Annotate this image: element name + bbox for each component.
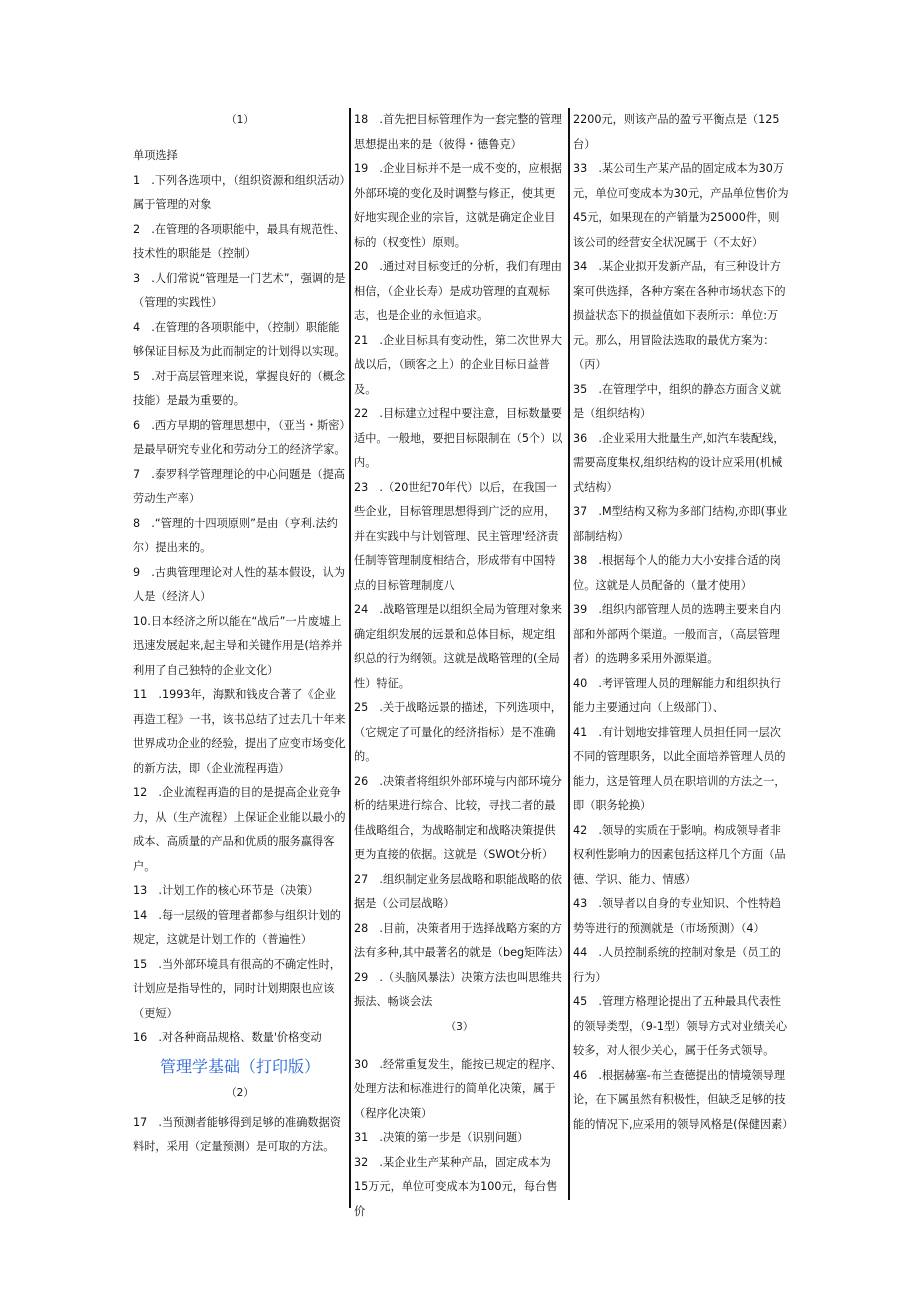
question-item: 41 .有计划地安排管理人员担任同一层次不同的管理职务，以此全面培养管理人员的能力，这是管理人员在职培训的方法之一，即（职务轮换） — [573, 725, 786, 812]
question-item: 22 .目标建立过程中要注意，目标数量要适中。一般地，要把目标限制在（5个）以内。 — [354, 407, 563, 469]
question-item: 40 .考评管理人员的理解能力和组织执行能力主要通过向（上级部门）、 — [573, 676, 781, 714]
question-item: 34 .某企业拟开发新产品，有三种设计方案可供选择，各种方案在各种市场状态下的损益状态下的损益值如下表所示：单位:万元。那么，用冒险法选取的最优方案为：（丙） — [573, 260, 786, 371]
question-item: 46 .根据赫塞-布兰查德提出的情境领导理论，在下属虽然有积极性，但缺乏足够的技能的情况下,应采用的领导风格是(保健因素） — [573, 1068, 794, 1131]
column-divider-right — [568, 108, 570, 1200]
question-item: 6 .西方早期的管理思想中，（亚当・斯密）是最早研究专业化和劳动分工的经济学家。 — [133, 418, 346, 456]
question-item: 25 .关于战略远景的描述，下列选项中，（它规定了可量化的经济指标）是不准确的。 — [354, 701, 562, 763]
section-heading: 单项选择 — [133, 149, 178, 162]
question-item: 42 .领导的实质在于影响。构成领导者非权利性影响力的因素包括这样几个方面（品德、学识、能力、情感） — [573, 823, 786, 886]
question-item: 28 .目前，决策者用于选择战略方案的方法有多种,其中最著名的就是（beg矩阵法） — [354, 921, 569, 959]
question-item: 30 .经常重复发生，能按已规定的程序、处理方法和标准进行的简单化决策，属于（程序化决策） — [354, 1057, 562, 1120]
question-item: 38 .根据每个人的能力大小安排合适的岗位。这就是人员配备的（量才使用） — [573, 554, 781, 592]
question-item: 45 .管理方格理论提出了五种最具代表性的领导类型，（9-1型）领导方式对业绩关心较多，对人很少关心，属于任务式领导。 — [573, 995, 788, 1057]
question-item: 39 .组织内部管理人员的选聘主要来自内部和外部两个渠道。一般而言，（高层管理者）的选聘多采用外源渠道。 — [573, 603, 781, 665]
question-item: 4 .在管理的各项职能中，（控制）职能能够保证目标及为此而制定的计划得以实现。 — [133, 320, 346, 358]
question-item: 1 .下列各选项中，（组织资源和组织活动）属于管理的对象 — [133, 173, 346, 211]
question-item: 36 .企业采用大批量生产,如汽车装配线，需要高度集权,组织结构的设计应采用(机械式结构） — [573, 431, 785, 494]
page-marker-3: （3） — [445, 1020, 474, 1033]
question-item: 9 .古典管理理论对人性的基本假设，认为人是（经济人） — [133, 565, 346, 603]
page-marker-1: （1） — [226, 114, 254, 126]
column-divider-left — [349, 108, 351, 1208]
question-item: 31 .决策的第一步是（识别问题） — [354, 1131, 529, 1144]
question-item: 8 .“管理的十四项原则”是由（亨利.法约尔）提出来的。 — [133, 516, 338, 554]
question-item: 11 .1993年，海默和钱皮合著了《企业再造工程》一书，该书总结了过去几十年来世界成功企业的经验，提出了应变市场变化的新方法，即（企业流程再造） — [133, 688, 346, 775]
question-item: 43 .领导者以自身的专业知识、个性特趋势等进行的预测就是（市场预测）（4） — [573, 897, 781, 935]
question-item: 17 .当预测者能够得到足够的准确数据资料时，采用（定量预测）是可取的方法。 — [133, 1115, 341, 1153]
question-item: 20 .通过对目标变迁的分析，我们有理由相信，（企业长寿）是成功管理的直观标志，也是企业的永恒追求。 — [354, 260, 562, 322]
question-item: 19 .企业目标并不是一成不变的，应根据外部环境的变化及时调整与修正，使其更好地实现企业的宗旨，这就是确定企业目标的（权变性）原则。 — [354, 162, 562, 249]
question-item: 13 .计划工作的核心环节是（决策） — [133, 884, 319, 897]
column-3 — [573, 108, 794, 1137]
column-2 — [354, 108, 569, 1224]
question-item: 2 .在管理的各项职能中，最具有规范性、技术性的职能是（控制） — [133, 222, 346, 260]
page-marker-2: （2） — [226, 1086, 254, 1099]
question-item: 44 .人员控制系统的控制对象是（员工的行为） — [573, 946, 781, 984]
document-title: 管理学基础（打印版） — [159, 1056, 320, 1076]
question-item: 18 .首先把目标管理作为一套完整的管理思想提出来的是（彼得・德鲁克） — [354, 113, 562, 151]
question-item: 32 .某企业生产某种产品，固定成本为15万元，单位可变成本为100元，每台售价 — [354, 1155, 558, 1218]
question-item: 37 .M型结构又称为多部门结构,亦即(事业部制结构） — [573, 505, 788, 543]
question-item: 10.日本经济之所以能在“战后”一片废墟上迅速发展起来,起主导和关键作用是(培养并利用了自己独特的企业文化） — [133, 614, 343, 677]
question-item: 21 .企业目标具有变动性，第二次世界大战以后，（顾客之上）的企业目标日益普及。 — [354, 333, 562, 396]
question-item: 12 .企业流程再造的目的是提高企业竞争力，从（生产流程）上保证企业能以最小的成本、高质量的产品和优质的服务赢得客户。 — [133, 786, 346, 873]
question-item: 33 .某公司生产某产品的固定成本为30万元，单位可变成本为30元，产品单位售价为45元，如果现在的产销量为25000件，则该公司的经营安全状况属于（不太好） — [573, 162, 789, 249]
question-item: 29 .（头脑风暴法）决策方法也叫思维共振法、畅谈会法 — [354, 970, 562, 1008]
question-item: 7 .泰罗科学管理理论的中心问题是（提高劳动生产率） — [133, 467, 346, 505]
question-item: 23 .（20世纪70年代）以后，在我国一些企业，目标管理思想得到广泛的应用，并在实践中与计划管理、民主管理'经济责任制等管理制度相结合，形成带有中国特点的目标管理制度八 — [354, 480, 559, 592]
question-item: 24 .战略管理是以组织全局为管理对象来确定组织发展的远景和总体目标，规定组织总的行为纲领。这就是战略管理的(全局性）特征。 — [354, 603, 562, 690]
question-item: 3 .人们常说“管理是一门艺术”，强调的是（管理的实践性） — [133, 271, 346, 309]
question-item: 5 .对于高层管理来说，掌握良好的（概念技能）是最为重要的。 — [133, 369, 346, 407]
question-item: 16 .对各种商品规格、数量'价格变动 — [133, 1031, 322, 1044]
question-item: 15 .当外部环境具有很高的不确定性时，计划应是指导性的，同时计划期限也应该（更短） — [133, 957, 341, 1020]
question-item: 26 .决策者将组织外部环境与内部环境分析的结果进行综合、比较，寻找二者的最佳战略组合，为战略制定和战略决策提供更为直接的依据。这就是（SWOt分析） — [354, 774, 562, 861]
question-item: 35 .在管理学中，组织的静态方面含义就是（组织结构） — [573, 382, 781, 420]
question-item: 27 .组织制定业务层战略和职能战略的依据是（公司层战略） — [354, 872, 562, 910]
question-item: 2200元，则该产品的盈亏平衡点是（125台） — [573, 113, 780, 151]
column-1 — [133, 108, 347, 1160]
question-item: 14 .每一层级的管理者都参与组织计划的规定，这就是计划工作的（普遍性） — [133, 908, 341, 946]
